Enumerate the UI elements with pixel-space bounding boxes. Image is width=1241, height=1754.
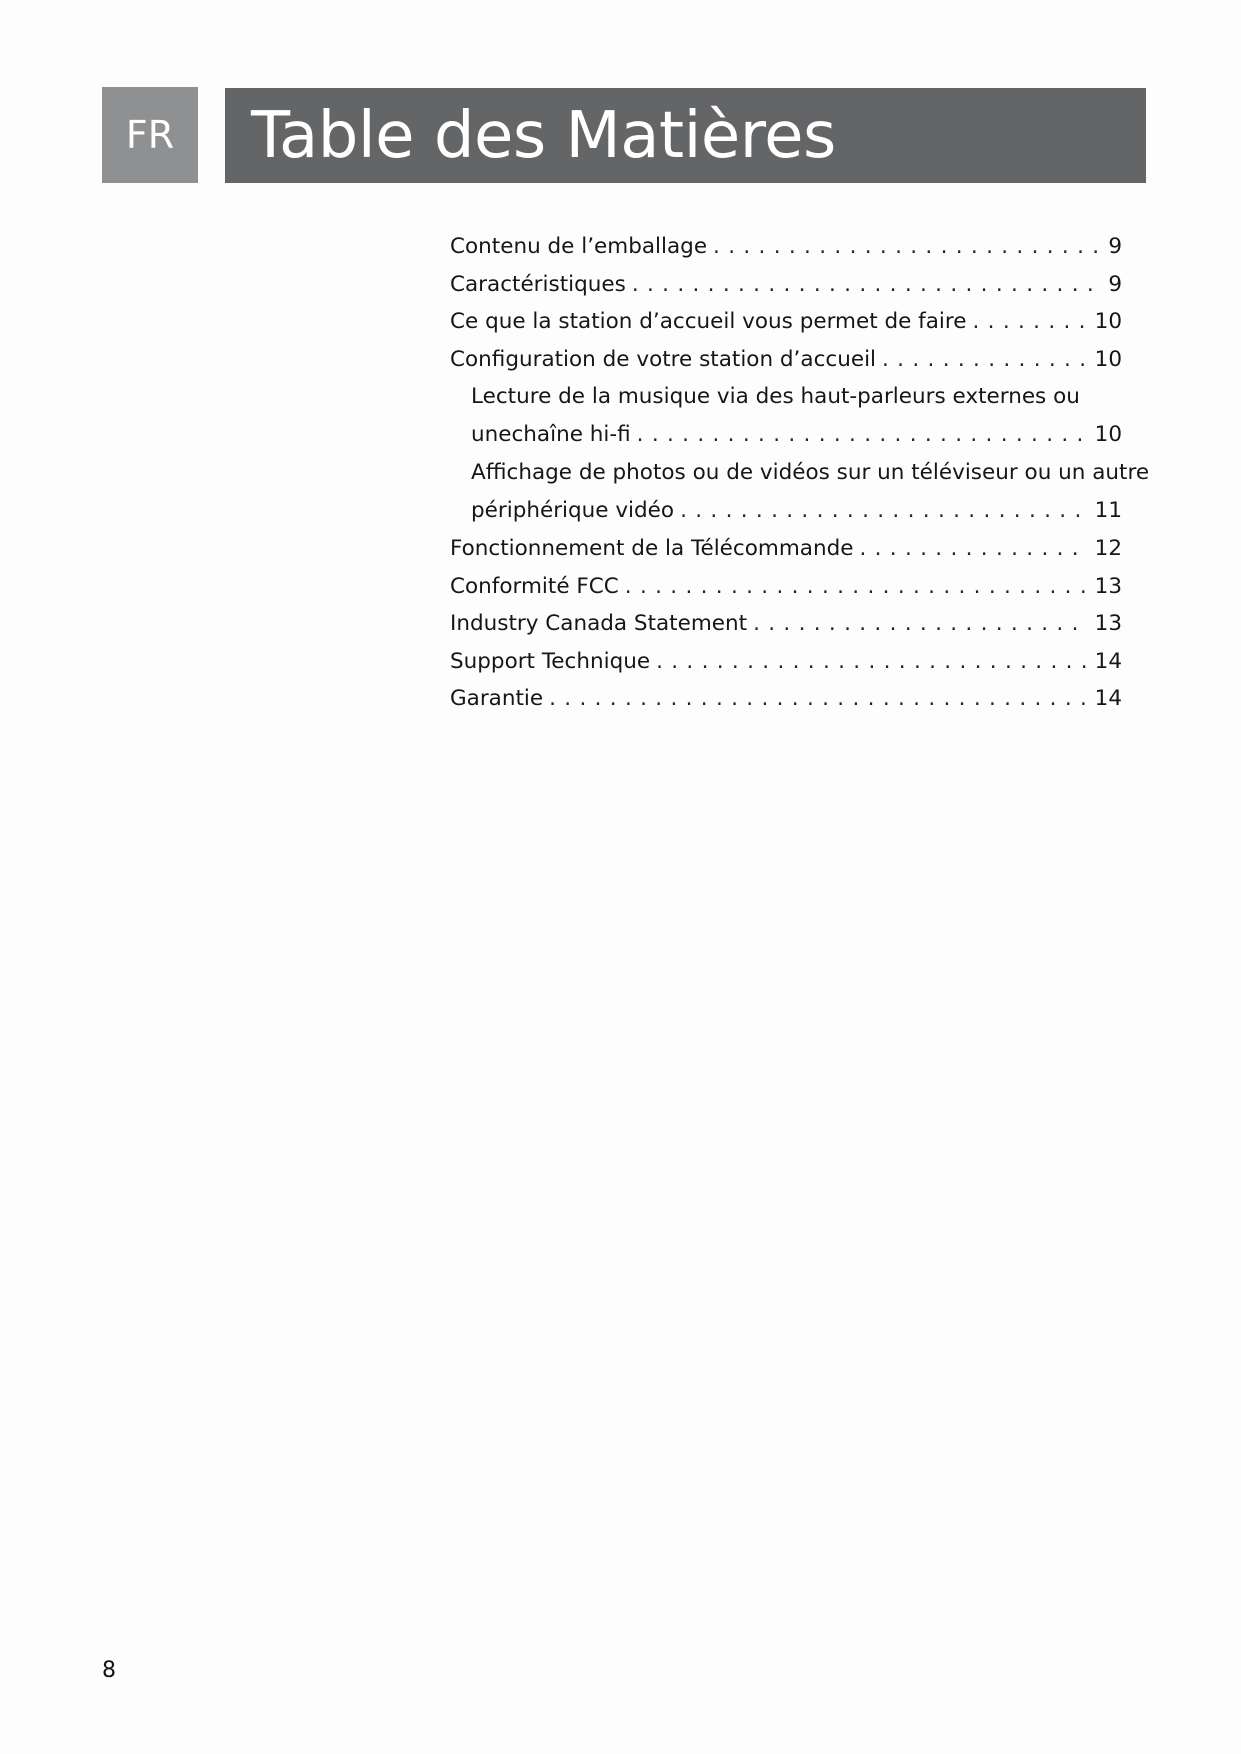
- toc-subentry[interactable]: [450, 454, 1150, 530]
- table-of-contents: [450, 228, 1150, 718]
- toc-entry[interactable]: [450, 228, 1122, 266]
- leader-dots: [625, 568, 1089, 606]
- leader-dots: [972, 303, 1088, 341]
- toc-entry-page: 9: [1108, 234, 1122, 259]
- toc-entry-label: Contenu de l’emballage: [450, 234, 708, 259]
- leader-dots: [549, 680, 1089, 718]
- toc-subentry-line1: Lecture de la musique via des haut-parleurs externes ou: [471, 384, 1080, 409]
- leader-dots: [656, 643, 1089, 681]
- toc-entry-page: 10: [1094, 346, 1122, 372]
- toc-entry-label: unechaîne hi-fi: [471, 422, 631, 447]
- language-tab: [102, 87, 198, 183]
- toc-entry-page: 10: [1094, 422, 1122, 447]
- toc-entry[interactable]: [450, 341, 1122, 379]
- toc-subentry[interactable]: [450, 378, 1122, 454]
- leader-dots: [859, 530, 1088, 568]
- toc-entry[interactable]: [450, 303, 1122, 341]
- toc-entry[interactable]: [450, 643, 1122, 681]
- toc-entry[interactable]: [450, 680, 1122, 718]
- toc-entry-page: 13: [1094, 573, 1122, 599]
- title-banner: [225, 88, 1146, 183]
- leader-dots: [637, 416, 1089, 454]
- toc-entry-label: Ce que la station d’accueil vous permet de faire: [450, 309, 967, 334]
- language-label: FR: [125, 113, 175, 157]
- leader-dots: [882, 341, 1089, 379]
- page-number: 8: [102, 1658, 116, 1683]
- toc-entry-page: 14: [1094, 686, 1122, 711]
- toc-entry-page: 14: [1094, 648, 1122, 674]
- toc-entry-page: 12: [1094, 536, 1122, 561]
- toc-entry-label: Industry Canada Statement: [450, 611, 748, 636]
- toc-subentry-line1: Affichage de photos ou de vidéos sur un téléviseur ou un autre: [471, 460, 1150, 485]
- leader-dots: [680, 492, 1089, 530]
- toc-entry-page: 11: [1094, 498, 1122, 523]
- toc-entry[interactable]: [450, 568, 1122, 606]
- toc-entry-label: Fonctionnement de la Télécommande: [450, 536, 854, 561]
- page-title: Table des Matières: [251, 98, 836, 173]
- toc-entry-label: Configuration de votre station d’accueil: [450, 346, 877, 372]
- leader-dots: [753, 605, 1089, 643]
- toc-entry-label: Garantie: [450, 686, 544, 711]
- toc-entry-label: Support Technique: [450, 648, 651, 674]
- leader-dots: [632, 266, 1103, 304]
- toc-entry-page: 10: [1094, 309, 1122, 334]
- toc-entry[interactable]: [450, 530, 1122, 568]
- toc-entry[interactable]: [450, 266, 1122, 304]
- toc-entry[interactable]: [450, 605, 1122, 643]
- toc-entry-label: Conformité FCC: [450, 573, 619, 599]
- toc-entry-label: Caractéristiques: [450, 271, 626, 297]
- toc-entry-page: 9: [1108, 271, 1122, 297]
- toc-entry-page: 13: [1094, 611, 1122, 636]
- leader-dots: [713, 228, 1102, 266]
- toc-entry-label: périphérique vidéo: [471, 498, 675, 523]
